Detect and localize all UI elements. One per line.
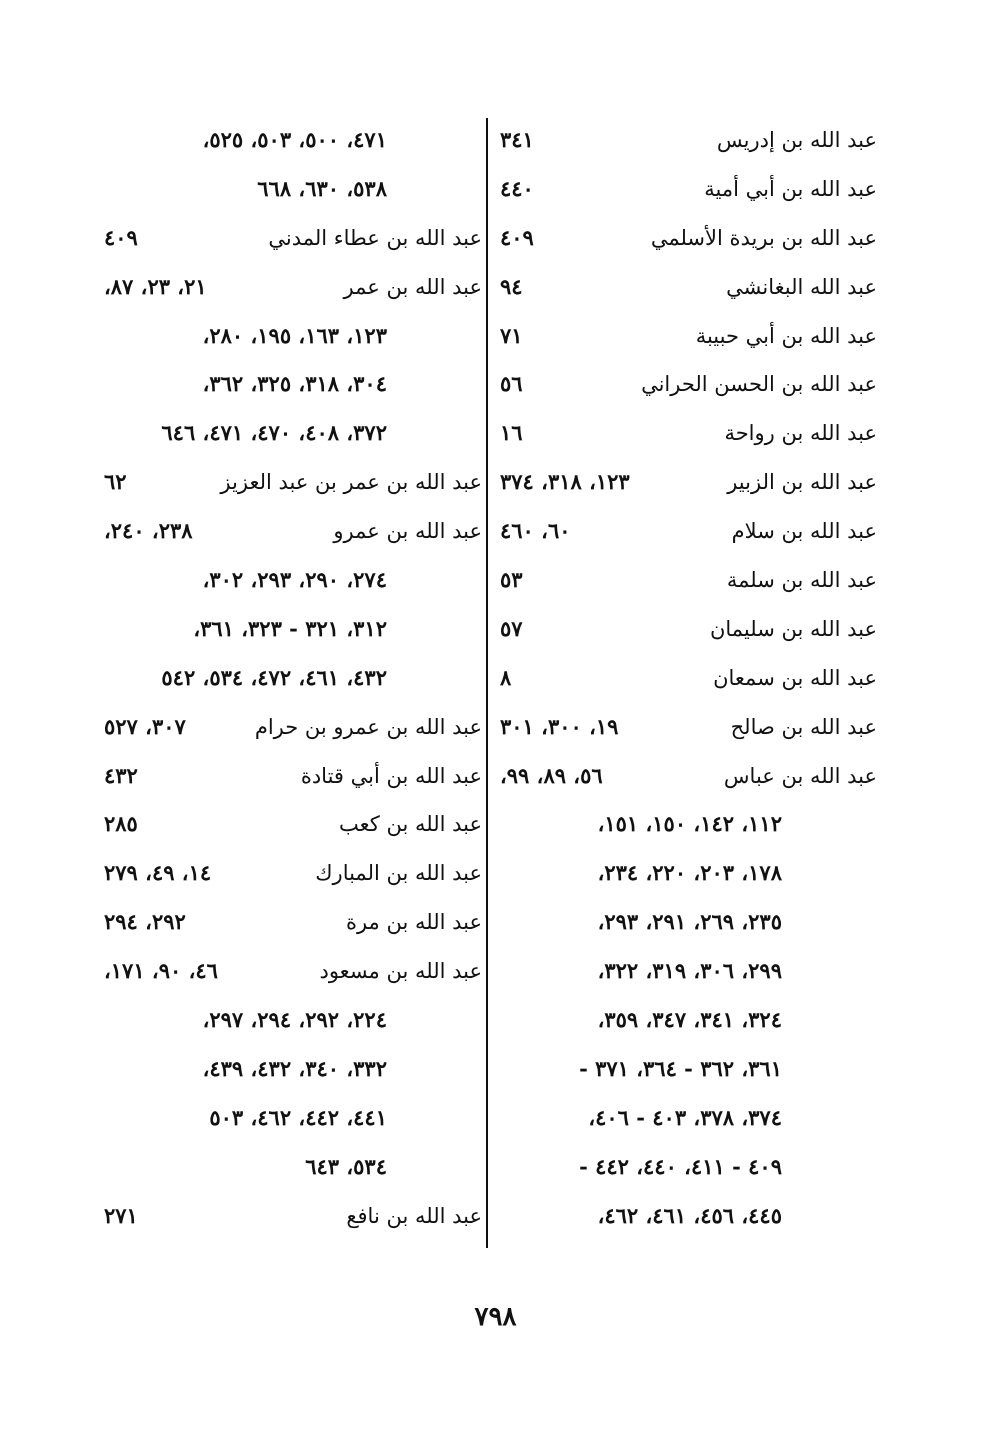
index-entry (96, 947, 482, 996)
entry-name: عبد الله بن سمعان (713, 665, 877, 690)
index-entry (96, 1143, 482, 1192)
index-entry (492, 605, 877, 654)
entry-pages: ٤٣٢ (104, 762, 138, 788)
entry-name: عبد الله بن الزبير (727, 470, 877, 495)
index-entry (96, 605, 482, 654)
entry-name: عبد الله بن صالح (730, 714, 877, 739)
index-entry (96, 996, 482, 1045)
entry-pages: ٤٤٥، ٤٥٦، ٤٦١، ٤٦٢، (597, 1202, 782, 1228)
entry-pages: ٤٤٠ (500, 175, 534, 201)
entry-pages: ٥٦، ٨٩، ٩٩، (500, 762, 603, 788)
index-entry (96, 752, 482, 801)
entry-pages: ٥٣٤، ٦٤٣ (305, 1153, 387, 1179)
entry-name: عبد الله بن أبي حبيبة (695, 323, 877, 348)
entry-name: عبد الله بن نافع (346, 1203, 482, 1228)
entry-pages: ٢٢٤، ٢٩٢، ٢٩٤، ٢٩٧، (202, 1007, 387, 1033)
index-entry (96, 312, 482, 361)
entry-pages: ٧١ (500, 322, 523, 348)
index-entry (492, 116, 877, 165)
index-entry (96, 1094, 482, 1143)
entry-pages: ٤٦، ٩٠، ١٧١، (104, 958, 218, 984)
entry-pages: ٥٦ (500, 371, 523, 397)
entry-pages: ٤٤١، ٤٤٢، ٤٦٢، ٥٠٣ (209, 1104, 387, 1130)
index-entry (492, 1192, 877, 1241)
entry-name: عبد الله بن كعب (339, 812, 482, 837)
index-entry (492, 1143, 877, 1192)
entry-pages: ٤٣٢، ٤٦١، ٤٧٢، ٥٣٤، ٥٤٢ (161, 664, 387, 690)
index-entry (96, 800, 482, 849)
index-entry (492, 214, 877, 263)
entry-name: عبد الله بن أبي قتادة (300, 763, 482, 788)
entry-pages: ١٦ (500, 420, 523, 446)
entry-pages: ٣٣٢، ٣٤٠، ٤٣٢، ٤٣٩، (202, 1055, 387, 1081)
entry-pages: ١٢٣، ٣١٨، ٣٧٤ (500, 469, 630, 495)
entry-name: عبد الله بن عباس (723, 763, 877, 788)
index-entry (492, 360, 877, 409)
index-entry (492, 654, 877, 703)
index-entry (492, 263, 877, 312)
entry-pages: ٣٧٤، ٣٧٨، ٤٠٣ - ٤٠٦، (588, 1104, 782, 1130)
index-column-right (492, 116, 877, 1240)
entry-pages: ٤٧١، ٥٠٠، ٥٠٣، ٥٢٥، (202, 127, 387, 152)
entry-pages: ٥٧ (500, 615, 523, 641)
entry-pages: ٦٠، ٤٦٠ (500, 518, 571, 544)
index-entry (492, 703, 877, 752)
index-entry (96, 1192, 482, 1241)
entry-name: عبد الله بن مرة (345, 910, 482, 935)
index-entry (96, 1045, 482, 1094)
entry-name: عبد الله بن الحسن الحراني (641, 372, 877, 397)
entry-name: عبد الله بن عمرو (333, 519, 482, 544)
entry-name: عبد الله بن عمر بن عبد العزيز (220, 470, 482, 495)
entry-name: عبد الله بن عمرو بن حرام (254, 714, 482, 739)
entry-pages: ٣٠٤، ٣١٨، ٣٢٥، ٣٦٢، (202, 371, 387, 397)
entry-name: عبد الله بن سلمة (726, 568, 877, 593)
index-entry (96, 556, 482, 605)
index-entry (96, 507, 482, 556)
entry-pages: ٤٠٩ - ٤١١، ٤٤٠، ٤٤٢ - (579, 1153, 782, 1179)
entry-pages: ٢٧١ (104, 1202, 138, 1228)
entry-pages: ١٤، ٤٩، ٢٧٩ (104, 860, 212, 886)
index-entry (492, 458, 877, 507)
index-entry (492, 752, 877, 801)
entry-pages: ٨ (500, 664, 512, 690)
entry-pages: ٣٢٤، ٣٤١، ٣٤٧، ٣٥٩، (597, 1007, 782, 1033)
entry-pages: ٣٧٢، ٤٠٨، ٤٧٠، ٤٧١، ٦٤٦ (161, 420, 387, 446)
entry-pages: ٢١، ٢٣، ٨٧، (104, 273, 207, 299)
entry-pages: ١١٢، ١٤٢، ١٥٠، ١٥١، (597, 811, 782, 837)
entry-pages: ٥٣ (500, 567, 523, 593)
entry-pages: ٢٣٨، ٢٤٠، (104, 518, 193, 544)
entry-name: عبد الله بن إدريس (716, 128, 877, 152)
entry-name: عبد الله بن مسعود (319, 959, 482, 984)
entry-name: عبد الله بن سليمان (709, 616, 877, 641)
entry-pages: ٣٠٧، ٥٢٧ (104, 713, 186, 739)
entry-name: عبد الله بن سلام (731, 519, 877, 544)
index-entry (96, 214, 482, 263)
entry-pages: ٢٧٤، ٢٩٠، ٢٩٣، ٣٠٢، (202, 567, 387, 593)
page-number: ٧٩٨ (474, 1302, 517, 1332)
entry-name: عبد الله بن عطاء المدني (268, 225, 482, 250)
index-entry (96, 360, 482, 409)
entry-pages: ٦٢ (104, 469, 127, 495)
entry-name: عبد الله البغانشي (726, 274, 877, 299)
index-entry (492, 165, 877, 214)
index-entry (96, 458, 482, 507)
index-entry (96, 654, 482, 703)
entry-pages: ٣١٢، ٣٢١ - ٣٢٣، ٣٦١، (193, 615, 387, 641)
entry-name: عبد الله بن المبارك (315, 861, 482, 886)
entry-name: عبد الله بن بريدة الأسلمي (650, 225, 877, 250)
entry-pages: ٢٨٥ (104, 811, 138, 837)
entry-name: عبد الله بن أبي أمية (704, 176, 877, 201)
column-divider (486, 118, 488, 1248)
entry-pages: ٩٤ (500, 273, 523, 299)
entry-pages: ٣٤١ (500, 127, 534, 152)
entry-pages: ٢٩٩، ٣٠٦، ٣١٩، ٣٢٢، (597, 958, 782, 984)
entry-pages: ٣٦١، ٣٦٢ - ٣٦٤، ٣٧١ - (579, 1055, 782, 1081)
index-entry (492, 898, 877, 947)
entry-pages: ١٩، ٣٠٠، ٣٠١ (500, 713, 619, 739)
entry-pages: ٤٠٩ (500, 224, 534, 250)
entry-pages: ١٧٨، ٢٠٣، ٢٢٠، ٢٣٤، (597, 860, 782, 886)
index-entry (96, 165, 482, 214)
entry-name: عبد الله بن رواحة (724, 421, 877, 446)
index-entry (492, 849, 877, 898)
index-entry (96, 409, 482, 458)
index-entry (96, 703, 482, 752)
entry-pages: ١٢٣، ١٦٣، ١٩٥، ٢٨٠، (202, 322, 387, 348)
index-entry (96, 898, 482, 947)
entry-pages: ٢٩٢، ٢٩٤ (104, 909, 186, 935)
entry-pages: ٢٣٥، ٢٦٩، ٢٩١، ٢٩٣، (597, 909, 782, 935)
index-entry (96, 263, 482, 312)
index-entry (492, 312, 877, 361)
index-entry (96, 849, 482, 898)
index-entry (492, 800, 877, 849)
index-entry (492, 1094, 877, 1143)
entry-pages: ٥٣٨، ٦٣٠، ٦٦٨ (257, 175, 387, 201)
index-entry (96, 116, 482, 165)
index-entry (492, 507, 877, 556)
index-entry (492, 1045, 877, 1094)
index-entry (492, 556, 877, 605)
index-entry (492, 996, 877, 1045)
entry-pages: ٤٠٩ (104, 224, 138, 250)
entry-name: عبد الله بن عمر (343, 274, 482, 299)
index-entry (492, 947, 877, 996)
index-column-left (96, 116, 482, 1240)
index-entry (492, 409, 877, 458)
